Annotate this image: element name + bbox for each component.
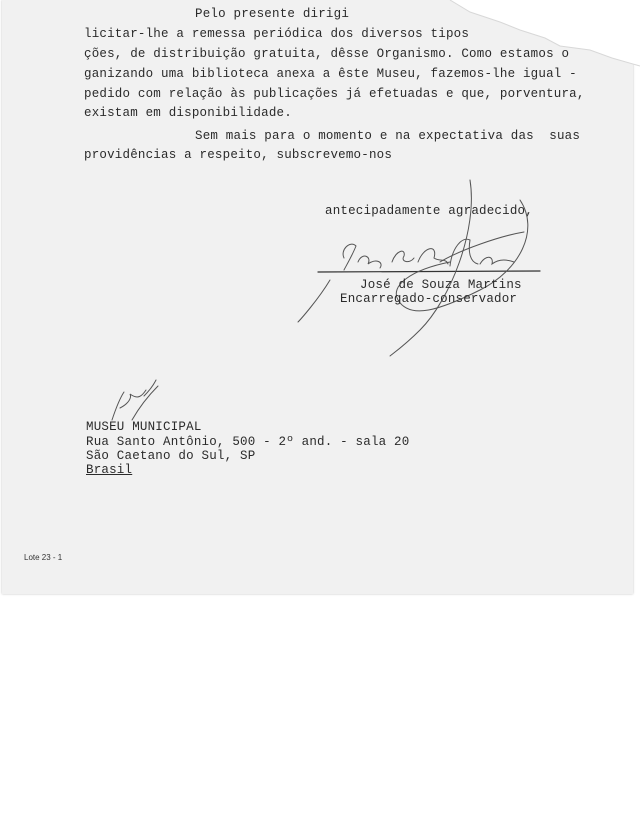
paragraph1-line4: ganizando uma biblioteca anexa a êste Museu, fazemos-lhe igual - <box>84 67 577 81</box>
address-line3: São Caetano do Sul, SP <box>86 449 256 463</box>
address-line2: Rua Santo Antônio, 500 - 2º and. - sala 20 <box>86 435 410 449</box>
paragraph2-line2: providências a respeito, subscrevemo-nos <box>84 148 393 162</box>
paragraph1-line3: ções, de distribuição gratuita, dêsse Organismo. Como estamos o <box>84 47 570 61</box>
paragraph1-line1: Pelo presente dirigi <box>195 7 350 21</box>
address-line1: MUSEU MUNICIPAL <box>86 420 202 434</box>
address-line4: Brasil <box>86 463 133 477</box>
closing: antecipadamente agradecido, <box>325 204 533 218</box>
paragraph1-line2: licitar-lhe a remessa periódica dos diversos tipos <box>84 27 470 41</box>
signatory-title: Encarregado-conservador <box>340 292 518 306</box>
lote-label: Lote 23 - 1 <box>24 553 63 562</box>
paragraph1-line6: existam em disponibilidade. <box>84 106 292 120</box>
paragraph2-line1: Sem mais para o momento e na expectativa das suas <box>195 129 581 143</box>
signatory-name: José de Souza Martins <box>360 278 522 292</box>
paragraph1-line5: pedido com relação às publicações já efetuadas e que, porventura, <box>84 87 585 101</box>
